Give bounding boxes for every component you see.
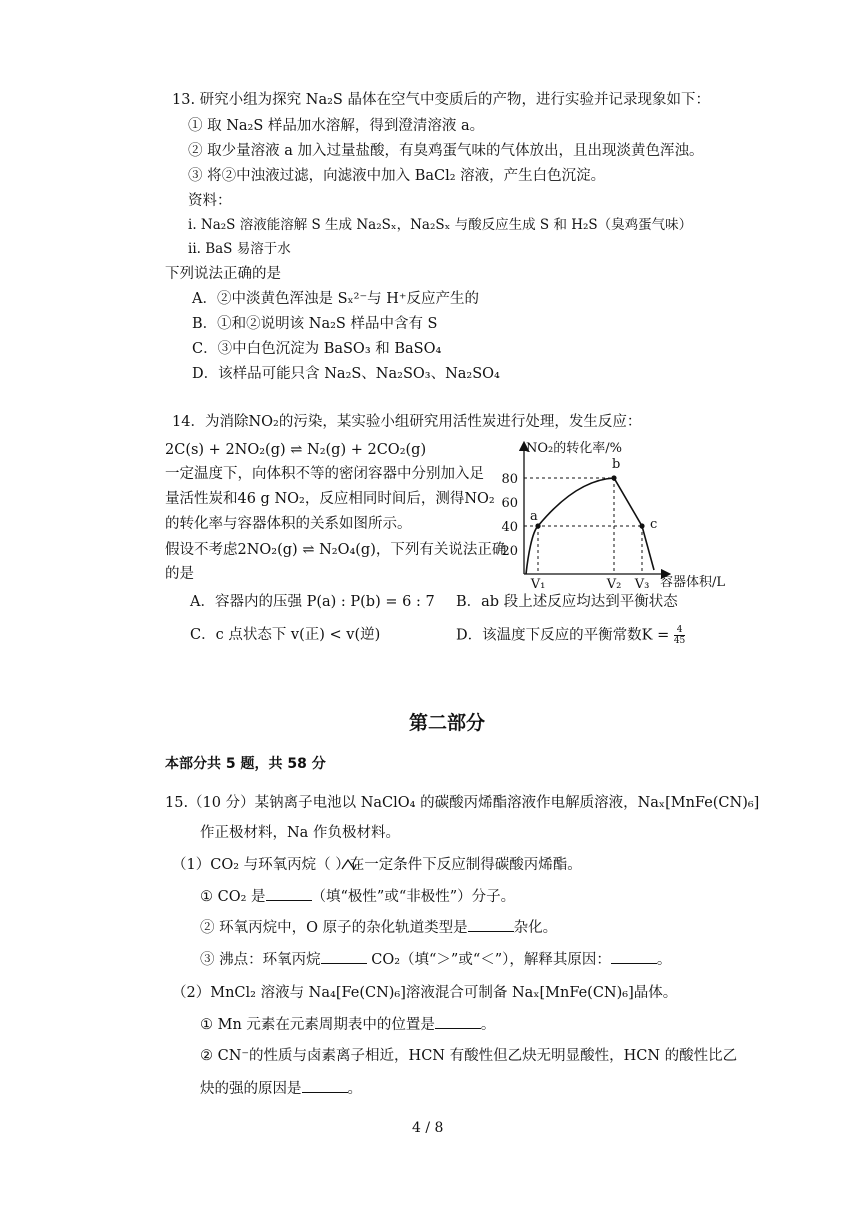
q14-option-b: B．ab 段上述反应均达到平衡状态 [456,594,678,610]
q15-2-1-tail: 。 [480,1017,496,1033]
fraction-numerator: 4 [674,625,685,636]
q13-step-2: ② 取少量溶液 a 加入过量盐酸，有臭鸡蛋气味的气体放出，且出现淡黄色浑浊。 [188,143,704,159]
y-tick-label: 60 [501,496,518,511]
q15-1-1-text: ① CO₂ 是 [200,889,266,905]
point-label: b [612,457,621,472]
q13-prompt: 下列说法正确的是 [165,266,281,282]
part2-title: 第二部分 [409,712,486,734]
q13-option-c: C．③中白色沉淀为 BaSO₃ 和 BaSO₄ [192,341,442,357]
q15-part2: （2）MnCl₂ 溶液与 Na₄[Fe(CN)₆]溶液混合可制备 Naₓ[MnFe(CN)₆]晶体。 [172,985,678,1001]
q15-2-2: ② CN⁻的性质与卤素离子相近，HCN 有酸性但乙炔无明显酸性，HCN 的酸性比乙 [200,1048,738,1064]
q13-option-d: D．该样品可能只含 Na₂S、Na₂SO₃、Na₂SO₄ [192,366,500,382]
y-tick-label: 20 [501,544,518,559]
q15-1-3 [200,949,671,970]
data-point [535,523,540,528]
q14-option-d-text: D．该温度下反应的平衡常数K = [456,627,670,644]
q15-1-3-tail: 。 [656,952,672,968]
data-point [611,475,616,480]
point-label: c [650,517,658,532]
point-label: a [530,509,538,524]
x-tick-label: V₁ [530,577,546,592]
q13-info-1: i. Na₂S 溶液能溶解 S 生成 Na₂Sₓ，Na₂Sₓ 与酸反应生成 S 和 H₂S（臭鸡蛋气味） [188,217,693,233]
answer-blank[interactable] [611,949,657,964]
q15-2-3-text: 炔的强的原因是 [200,1081,302,1097]
q15-stem-2: 作正极材料，Na 作负极材料。 [200,825,400,841]
y-tick-label: 80 [501,472,518,487]
q14-text-2: 量活性炭和46 g NO₂，反应相同时间后，测得NO₂ [165,491,495,507]
x-tick-label: V₂ [606,577,622,592]
q15-2-1 [200,1014,495,1035]
q13-stem: 13. 研究小组为探究 Na₂S 晶体在空气中变质后的产物，进行实验并记录现象如下： [172,92,710,108]
q15-1-1 [200,886,515,907]
answer-blank[interactable] [321,949,367,964]
epoxypropane-structure-icon [339,856,357,872]
q15-stem-1: 15.（10 分）某钠离子电池以 NaClO₄ 的碳酸丙烯酯溶液作电解质溶液，Naₓ[MnFe(CN)₆] [165,795,760,811]
q14-option-a: A．容器内的压强 P(a) : P(b) = 6 : 7 [190,594,435,610]
q14-option-c: C．c 点状态下 v(正) < v(逆) [190,627,381,643]
answer-blank[interactable] [266,886,312,901]
y-tick-label: 40 [501,520,518,535]
q14-text-3: 的转化率与容器体积的关系如图所示。 [165,516,412,532]
page-number: 4 / 8 [412,1120,444,1136]
q15-2-3 [200,1078,362,1099]
answer-blank[interactable] [302,1078,348,1093]
q13-info-2: ii. BaS 易溶于水 [188,241,291,257]
data-point [639,523,644,528]
q15-1-2 [200,917,557,938]
answer-blank[interactable] [468,917,514,932]
q15-1-3-hint: CO₂（填“＞”或“＜”），解释其原因： [366,952,611,968]
q14-option-d [456,625,685,646]
q15-1-2-tail: 杂化。 [513,920,558,936]
q14-text-4: 假设不考虑2NO₂(g) ⇌ N₂O₄(g)，下列有关说法正确 [165,542,507,558]
conversion-chart [496,440,746,592]
x-axis-label: 容器体积/L [660,575,726,590]
q13-option-b: B．①和②说明该 Na₂S 样品中含有 S [192,316,438,332]
q15-2-3-tail: 。 [347,1081,362,1097]
q15-1-3-text: ③ 沸点：环氧丙烷 [200,952,321,968]
q13-info-title: 资料： [188,193,232,209]
q13-step-3: ③ 将②中浊液过滤，向滤液中加入 BaCl₂ 溶液，产生白色沉淀。 [188,168,606,184]
q13-step-1: ① 取 Na₂S 样品加水溶解，得到澄清溶液 a。 [188,118,485,134]
answer-blank[interactable] [435,1014,481,1029]
q14-option-d-fraction [674,625,685,646]
q15-part1: （1）CO₂ 与环氧丙烷（ ）在一定条件下反应制得碳酸丙烯酯。 [172,857,582,873]
q14-equation: 2C(s) + 2NO₂(g) ⇌ N₂(g) + 2CO₂(g) [165,442,427,458]
x-tick-label: V₃ [634,577,650,592]
q14-text-1: 一定温度下，向体积不等的密闭容器中分别加入足 [165,466,484,482]
fraction-denominator: 45 [673,636,686,646]
y-axis-label: NO₂的转化率/% [526,441,622,456]
q15-1-2-text: ② 环氧丙烷中，O 原子的杂化轨道类型是 [200,920,468,936]
q15-1-1-hint: （填“极性”或“非极性”）分子。 [311,889,516,905]
q13-option-a: A．②中淡黄色浑浊是 Sₓ²⁻与 H⁺反应产生的 [192,291,480,307]
q14-text-5: 的是 [165,566,194,582]
part2-subtitle: 本部分共 5 题，共 58 分 [165,756,326,772]
q15-2-1-text: ① Mn 元素在元素周期表中的位置是 [200,1017,435,1033]
q14-stem: 14．为消除NO₂的污染，某实验小组研究用活性炭进行处理，发生反应： [172,414,642,430]
